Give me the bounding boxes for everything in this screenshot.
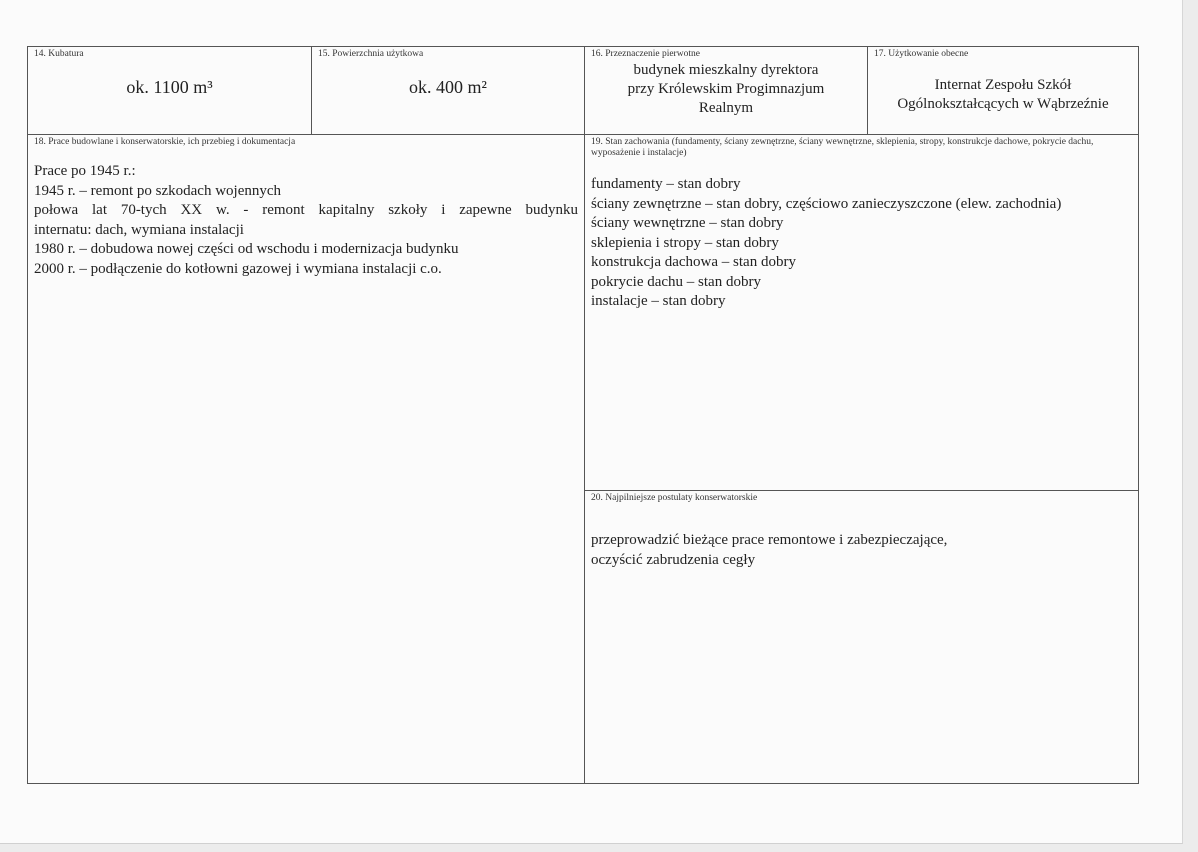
field-18-line: 1980 r. – dobudowa nowej części od wschodu i modernizacja budynku bbox=[34, 241, 459, 257]
field-19-stan-zachowania bbox=[585, 135, 1138, 491]
field-18-line: Prace po 1945 r.: bbox=[34, 163, 136, 179]
field-18-line: 2000 r. – podłączenie do kotłowni gazowej i wymiana instalacji c.o. bbox=[34, 260, 442, 277]
field-18-line: 1945 r. – remont po szkodach wojennych bbox=[34, 182, 282, 199]
field-19-line: instalacje – stan dobry bbox=[591, 293, 726, 309]
field-18-line: internatu: dach, wymiana instalacji bbox=[34, 221, 244, 238]
field-17-line: Ogólnokształcących w Wąbrzeźnie bbox=[897, 96, 1109, 112]
field-16-line: budynek mieszkalny dyrektora bbox=[633, 62, 819, 78]
field-19-line: ściany zewnętrzne – stan dobry, częściowo zanieczyszczone (elew. zachodnia) bbox=[591, 195, 1062, 212]
field-19-label: 19. Stan zachowania (fundamenty, ściany zewnętrzne, ściany wewnętrzne, sklepienia, stropy, konstrukcje dachowe, pokrycie dachu, wyposażenie i instalacje) bbox=[591, 137, 1094, 158]
field-18-line: połowa lat 70-tych XX w. - remont kapitalny szkoły i zapewne budynku bbox=[34, 202, 578, 218]
field-17-value bbox=[872, 76, 1134, 114]
field-20-line: przeprowadzić bieżące prace remontowe i zabezpieczające, bbox=[591, 532, 948, 548]
record-card bbox=[27, 46, 1139, 784]
field-16-label: 16. Przeznaczenie pierwotne bbox=[591, 49, 700, 59]
field-18-label: 18. Prace budowlane i konserwatorskie, ich przebieg i dokumentacja bbox=[34, 137, 296, 147]
field-14-label: 14. Kubatura bbox=[34, 49, 84, 59]
field-20-postulaty bbox=[585, 491, 1138, 783]
field-16-line: przy Królewskim Progimnazjum bbox=[627, 81, 825, 97]
field-16-przeznaczenie bbox=[585, 47, 868, 135]
field-19-line: ściany wewnętrzne – stan dobry bbox=[591, 215, 784, 231]
field-19-line: fundamenty – stan dobry bbox=[591, 176, 741, 192]
field-20-label: 20. Najpilniejsze postulaty konserwatorskie bbox=[591, 493, 758, 503]
field-19-line: konstrukcja dachowa – stan dobry bbox=[591, 254, 796, 270]
field-14-kubatura bbox=[28, 47, 312, 135]
field-17-label: 17. Użytkowanie obecne bbox=[874, 49, 969, 59]
field-15-value: ok. 400 m² bbox=[409, 77, 487, 97]
field-19-content bbox=[591, 175, 1132, 312]
field-18-prace-budowlane bbox=[28, 135, 585, 783]
field-14-value: ok. 1100 m³ bbox=[126, 77, 213, 97]
field-15-powierzchnia bbox=[312, 47, 585, 135]
field-17-line: Internat Zespołu Szkół bbox=[934, 77, 1072, 93]
field-20-line: oczyścić zabrudzenia cegły bbox=[591, 551, 756, 568]
field-16-value bbox=[589, 61, 863, 118]
field-16-line: Realnym bbox=[698, 100, 754, 116]
field-18-content bbox=[34, 162, 578, 279]
field-17-uzytkowanie bbox=[868, 47, 1138, 135]
field-19-line: pokrycie dachu – stan dobry bbox=[591, 273, 761, 290]
field-15-label: 15. Powierzchnia użytkowa bbox=[318, 49, 424, 59]
field-19-line: sklepienia i stropy – stan dobry bbox=[591, 234, 779, 251]
field-20-content bbox=[591, 531, 1132, 570]
